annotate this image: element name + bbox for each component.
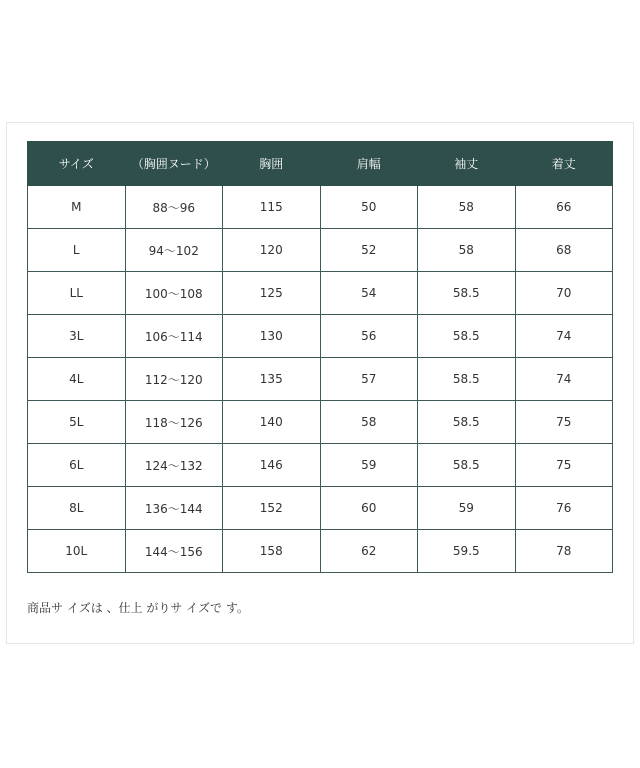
header-chest-nude: （胸囲ヌード） (125, 142, 223, 186)
cell-shoulder: 54 (320, 272, 418, 315)
cell-length: 75 (515, 444, 613, 487)
cell-sleeve: 58.5 (418, 444, 516, 487)
header-size: サイズ (28, 142, 126, 186)
cell-size: L (28, 229, 126, 272)
table-row (28, 272, 613, 315)
cell-shoulder: 62 (320, 530, 418, 573)
cell-chest: 140 (223, 401, 321, 444)
cell-shoulder: 52 (320, 229, 418, 272)
cell-length: 66 (515, 186, 613, 229)
cell-shoulder: 50 (320, 186, 418, 229)
cell-chest-nude: 88～96 (125, 186, 223, 229)
cell-length: 68 (515, 229, 613, 272)
table-row (28, 358, 613, 401)
cell-shoulder: 58 (320, 401, 418, 444)
cell-size: M (28, 186, 126, 229)
cell-chest: 152 (223, 487, 321, 530)
size-table (27, 141, 613, 573)
cell-length: 78 (515, 530, 613, 573)
size-chart-panel (6, 122, 634, 644)
cell-sleeve: 58.5 (418, 401, 516, 444)
cell-length: 74 (515, 358, 613, 401)
cell-chest-nude: 136～144 (125, 487, 223, 530)
header-sleeve: 袖丈 (418, 142, 516, 186)
cell-chest-nude: 124～132 (125, 444, 223, 487)
cell-shoulder: 60 (320, 487, 418, 530)
cell-length: 74 (515, 315, 613, 358)
cell-shoulder: 56 (320, 315, 418, 358)
cell-size: 6L (28, 444, 126, 487)
table-row (28, 487, 613, 530)
table-row (28, 401, 613, 444)
cell-sleeve: 58.5 (418, 315, 516, 358)
cell-length: 76 (515, 487, 613, 530)
table-row (28, 315, 613, 358)
cell-sleeve: 59.5 (418, 530, 516, 573)
cell-size: 10L (28, 530, 126, 573)
header-shoulder: 肩幅 (320, 142, 418, 186)
cell-shoulder: 57 (320, 358, 418, 401)
cell-chest: 130 (223, 315, 321, 358)
size-note: 商品サ イズは 、仕上 がりサ イズで す。 (27, 601, 249, 615)
table-row (28, 186, 613, 229)
cell-size: 8L (28, 487, 126, 530)
cell-chest: 120 (223, 229, 321, 272)
table-row (28, 530, 613, 573)
cell-chest: 125 (223, 272, 321, 315)
cell-chest-nude: 106～114 (125, 315, 223, 358)
cell-chest: 146 (223, 444, 321, 487)
cell-length: 70 (515, 272, 613, 315)
cell-chest-nude: 100～108 (125, 272, 223, 315)
cell-size: LL (28, 272, 126, 315)
cell-sleeve: 58.5 (418, 358, 516, 401)
table-row (28, 229, 613, 272)
cell-chest: 135 (223, 358, 321, 401)
header-row (28, 142, 613, 186)
header-length: 着丈 (515, 142, 613, 186)
cell-chest: 158 (223, 530, 321, 573)
cell-size: 5L (28, 401, 126, 444)
table-row (28, 444, 613, 487)
cell-size: 3L (28, 315, 126, 358)
header-chest: 胸囲 (223, 142, 321, 186)
cell-length: 75 (515, 401, 613, 444)
cell-chest-nude: 118～126 (125, 401, 223, 444)
cell-shoulder: 59 (320, 444, 418, 487)
cell-size: 4L (28, 358, 126, 401)
cell-sleeve: 59 (418, 487, 516, 530)
cell-chest-nude: 94～102 (125, 229, 223, 272)
cell-sleeve: 58 (418, 229, 516, 272)
cell-sleeve: 58.5 (418, 272, 516, 315)
cell-chest-nude: 144～156 (125, 530, 223, 573)
cell-chest: 115 (223, 186, 321, 229)
cell-chest-nude: 112～120 (125, 358, 223, 401)
cell-sleeve: 58 (418, 186, 516, 229)
